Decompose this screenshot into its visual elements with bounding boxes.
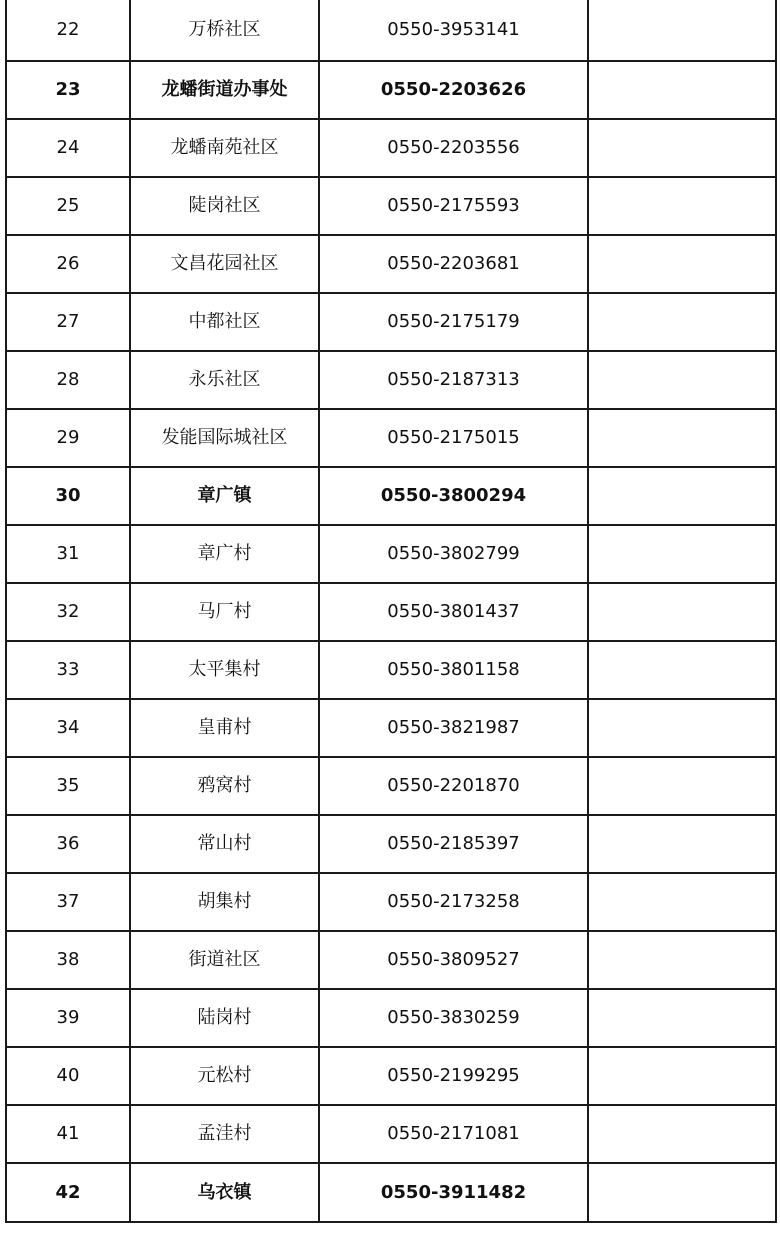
row-number-cell: 39: [6, 989, 130, 1047]
row-number-cell: 38: [6, 931, 130, 989]
phone-number-cell: 0550-3911482: [319, 1163, 588, 1222]
unit-name-cell: 永乐社区: [130, 351, 319, 409]
phone-number-cell: 0550-2175179: [319, 293, 588, 351]
note-cell: [588, 525, 776, 583]
table-row: [6, 119, 776, 177]
row-number-cell: 26: [6, 235, 130, 293]
note-cell: [588, 61, 776, 119]
note-cell: [588, 467, 776, 525]
table-row: [6, 989, 776, 1047]
phone-number-cell: 0550-2175015: [319, 409, 588, 467]
row-number-cell: 42: [6, 1163, 130, 1222]
note-cell: [588, 757, 776, 815]
phone-number-cell: 0550-2171081: [319, 1105, 588, 1163]
unit-name-cell: 鸦窝村: [130, 757, 319, 815]
phone-number-cell: 0550-2203626: [319, 61, 588, 119]
note-cell: [588, 641, 776, 699]
phone-number-cell: 0550-3953141: [319, 0, 588, 61]
phone-number-cell: 0550-2203681: [319, 235, 588, 293]
note-cell: [588, 1105, 776, 1163]
row-number-cell: 27: [6, 293, 130, 351]
unit-name-cell: 皇甫村: [130, 699, 319, 757]
phone-number-cell: 0550-2199295: [319, 1047, 588, 1105]
unit-name-cell: 发能国际城社区: [130, 409, 319, 467]
row-number-cell: 41: [6, 1105, 130, 1163]
note-cell: [588, 583, 776, 641]
table-row: [6, 583, 776, 641]
table-row: [6, 0, 776, 61]
unit-name-cell: 常山村: [130, 815, 319, 873]
unit-name-cell: 胡集村: [130, 873, 319, 931]
table-row: [6, 1105, 776, 1163]
note-cell: [588, 235, 776, 293]
row-number-cell: 31: [6, 525, 130, 583]
row-number-cell: 34: [6, 699, 130, 757]
table-row: [6, 931, 776, 989]
note-cell: [588, 351, 776, 409]
row-number-cell: 36: [6, 815, 130, 873]
phone-number-cell: 0550-2201870: [319, 757, 588, 815]
row-number-cell: 33: [6, 641, 130, 699]
note-cell: [588, 1047, 776, 1105]
table-row: [6, 61, 776, 119]
phone-number-cell: 0550-3821987: [319, 699, 588, 757]
phone-number-cell: 0550-2175593: [319, 177, 588, 235]
unit-name-cell: 马厂村: [130, 583, 319, 641]
note-cell: [588, 931, 776, 989]
note-cell: [588, 1163, 776, 1222]
unit-name-cell: 中都社区: [130, 293, 319, 351]
table-row: [6, 873, 776, 931]
table-body: [6, 0, 776, 1222]
unit-name-cell: 太平集村: [130, 641, 319, 699]
table-row: [6, 351, 776, 409]
unit-name-cell: 文昌花园社区: [130, 235, 319, 293]
table-row: [6, 525, 776, 583]
phone-number-cell: 0550-3800294: [319, 467, 588, 525]
table-row: [6, 177, 776, 235]
row-number-cell: 25: [6, 177, 130, 235]
row-number-cell: 24: [6, 119, 130, 177]
row-number-cell: 35: [6, 757, 130, 815]
phone-number-cell: 0550-2173258: [319, 873, 588, 931]
row-number-cell: 29: [6, 409, 130, 467]
phone-number-cell: 0550-2187313: [319, 351, 588, 409]
unit-name-cell: 孟洼村: [130, 1105, 319, 1163]
unit-name-cell: 万桥社区: [130, 0, 319, 61]
note-cell: [588, 0, 776, 61]
unit-name-cell: 龙蟠南苑社区: [130, 119, 319, 177]
unit-name-cell: 街道社区: [130, 931, 319, 989]
table-row: [6, 467, 776, 525]
phone-number-cell: 0550-2203556: [319, 119, 588, 177]
unit-name-cell: 陆岗村: [130, 989, 319, 1047]
note-cell: [588, 177, 776, 235]
note-cell: [588, 815, 776, 873]
row-number-cell: 37: [6, 873, 130, 931]
phone-number-cell: 0550-3809527: [319, 931, 588, 989]
table-row: [6, 641, 776, 699]
table-row: [6, 409, 776, 467]
row-number-cell: 22: [6, 0, 130, 61]
phone-number-cell: 0550-3801158: [319, 641, 588, 699]
note-cell: [588, 119, 776, 177]
phone-number-cell: 0550-3801437: [319, 583, 588, 641]
row-number-cell: 40: [6, 1047, 130, 1105]
unit-name-cell: 陡岗社区: [130, 177, 319, 235]
row-number-cell: 30: [6, 467, 130, 525]
row-number-cell: 23: [6, 61, 130, 119]
phone-number-cell: 0550-2185397: [319, 815, 588, 873]
note-cell: [588, 293, 776, 351]
note-cell: [588, 989, 776, 1047]
table-row: [6, 815, 776, 873]
unit-name-cell: 章广镇: [130, 467, 319, 525]
note-cell: [588, 873, 776, 931]
row-number-cell: 28: [6, 351, 130, 409]
table-row: [6, 1047, 776, 1105]
unit-name-cell: 龙蟠街道办事处: [130, 61, 319, 119]
phone-number-cell: 0550-3802799: [319, 525, 588, 583]
row-number-cell: 32: [6, 583, 130, 641]
table-row: [6, 235, 776, 293]
unit-name-cell: 章广村: [130, 525, 319, 583]
table-row: [6, 699, 776, 757]
note-cell: [588, 699, 776, 757]
phone-number-cell: 0550-3830259: [319, 989, 588, 1047]
table-row: [6, 293, 776, 351]
unit-name-cell: 乌衣镇: [130, 1163, 319, 1222]
unit-name-cell: 元松村: [130, 1047, 319, 1105]
table-row: [6, 757, 776, 815]
table-row: [6, 1163, 776, 1222]
contact-table: [5, 0, 777, 1223]
note-cell: [588, 409, 776, 467]
